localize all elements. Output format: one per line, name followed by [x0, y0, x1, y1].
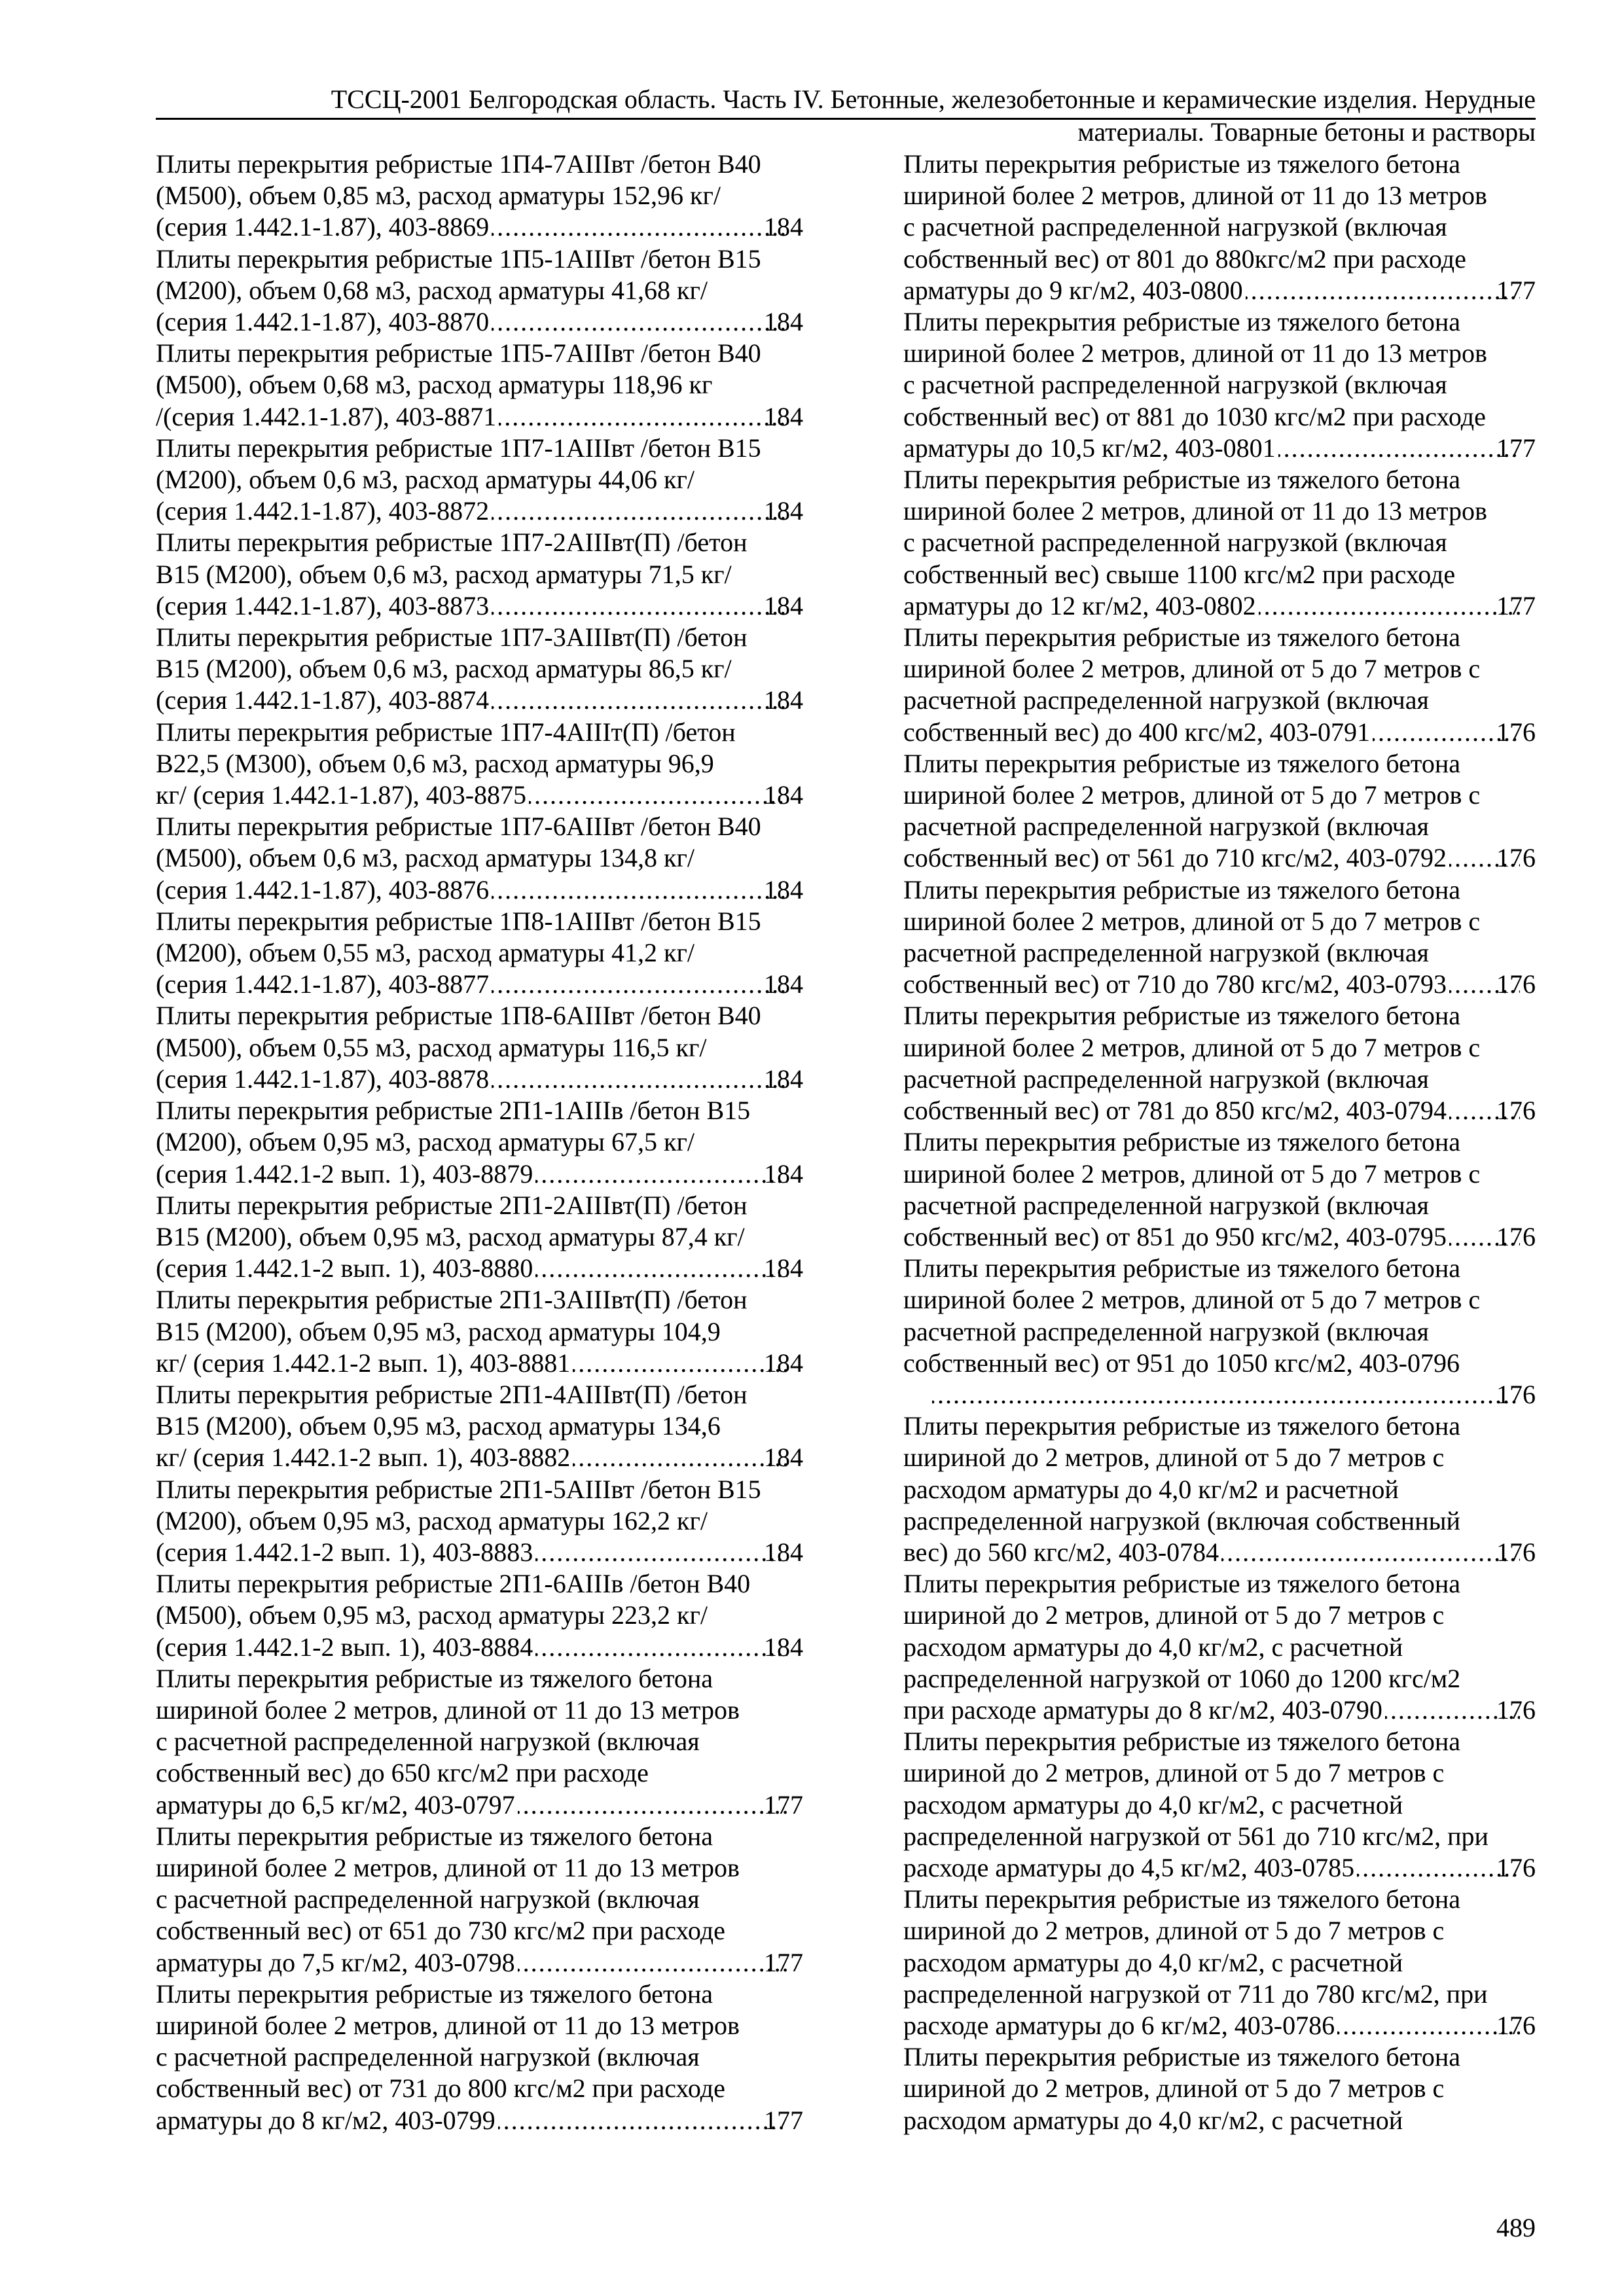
entry-line: шириной более 2 метров, длиной от 11 до 13 метров: [903, 338, 1487, 368]
entry-page-ref: 184: [764, 1064, 803, 1094]
entry-last-line: арматуры до 6,5 кг/м2, 403-0797: [156, 1789, 515, 1820]
entry-leader-line: [903, 1095, 1536, 1126]
entry-line: собственный вес) от 651 до 730 кгс/м2 при расходе: [156, 1916, 725, 1946]
entry-page-ref: 184: [764, 969, 803, 999]
entry-last-line: (серия 1.442.1-2 вып. 1), 403-8879: [156, 1158, 533, 1189]
entry-leader-line: [156, 685, 803, 716]
entry-line: с расчетной распределенной нагрузкой (включая: [156, 1727, 700, 1757]
index-entry: [903, 1726, 1536, 1884]
entry-line: Плиты перекрытия ребристые 2П1-6АIIIв /бетон В40: [156, 1569, 751, 1599]
entry-line: В15 (М200), объем 0,6 м3, расход арматуры 71,5 кг/: [156, 559, 732, 589]
entry-line: расходом арматуры до 4,0 кг/м2, с расчетной: [903, 1632, 1403, 1662]
entry-line: шириной более 2 метров, длиной от 5 до 7 метров с: [903, 654, 1481, 684]
entry-line: Плиты перекрытия ребристые из тяжелого бетона: [903, 874, 1460, 905]
entry-line: шириной более 2 метров, длиной от 11 до 13 метров: [156, 2010, 740, 2040]
entry-line: расходом арматуры до 4,0 кг/м2, с расчетной: [903, 2105, 1403, 2135]
entry-line: шириной до 2 метров, длиной от 5 до 7 метров с: [903, 2073, 1445, 2104]
index-entry: [903, 306, 1536, 464]
index-entry: [903, 1000, 1536, 1126]
entry-line: Плиты перекрытия ребристые из тяжелого бетона: [903, 1001, 1460, 1031]
dot-leader: [535, 1253, 787, 1284]
entry-page-ref: 176: [1496, 2010, 1536, 2040]
entry-page-ref: 184: [764, 496, 803, 526]
entry-line: расчетной распределенной нагрузкой (включая: [903, 1064, 1429, 1094]
entry-line: собственный вес) от 801 до 880кгс/м2 при расходе: [903, 243, 1466, 274]
entry-leader-line: [156, 590, 803, 622]
entry-page-ref: 184: [764, 590, 803, 620]
entry-line: Плиты перекрытия ребристые 2П1-1АIIIв /бетон В15: [156, 1096, 751, 1126]
entry-leader-line: [156, 1947, 803, 1979]
entry-line: шириной более 2 метров, длиной от 5 до 7 метров с: [903, 1158, 1481, 1189]
entry-page-ref: 184: [764, 212, 803, 242]
entry-last-line: (серия 1.442.1-1.87), 403-8873: [156, 590, 490, 620]
dot-leader: [529, 780, 787, 811]
entry-line: расходом арматуры до 4,0 кг/м2, с расчетной: [903, 1789, 1403, 1820]
entry-page-ref: 184: [764, 1537, 803, 1567]
entry-page-ref: 184: [764, 401, 803, 431]
entry-line: Плиты перекрытия ребристые 2П1-2АIIIвт(П) /бетон: [156, 1190, 748, 1220]
entry-last-line: арматуры до 12 кг/м2, 403-0802: [903, 590, 1256, 620]
entry-line: Плиты перекрытия ребристые из тяжелого бетона: [156, 1663, 713, 1693]
entry-leader-line: [156, 1442, 803, 1473]
entry-leader-line: [903, 590, 1536, 622]
index-entry: [903, 1410, 1536, 1568]
entry-last-line: (серия 1.442.1-1.87), 403-8872: [156, 496, 490, 526]
index-entry: [156, 338, 803, 433]
entry-page-ref: 184: [764, 1158, 803, 1189]
index-entry: [903, 874, 1536, 1001]
entry-line: Плиты перекрытия ребристые из тяжелого бетона: [903, 307, 1460, 337]
entry-line: Плиты перекрытия ребристые 2П1-3АIIIвт(П) /бетон: [156, 1285, 748, 1315]
entry-line: расчетной распределенной нагрузкой (включая: [903, 1190, 1429, 1220]
entry-leader-line: [903, 433, 1536, 464]
entry-line: шириной более 2 метров, длиной от 11 до 13 метров: [156, 1695, 740, 1725]
entry-line: Плиты перекрытия ребристые 1П7-4АIIIт(П) /бетон: [156, 717, 736, 747]
entry-last-line: вес) до 560 кгс/м2, 403-0784: [903, 1537, 1219, 1567]
entry-last-line: (серия 1.442.1-2 вып. 1), 403-8880: [156, 1253, 533, 1283]
entry-last-line: собственный вес) от 561 до 710 кгс/м2, 403-0792: [903, 843, 1447, 873]
entry-line: В15 (М200), объем 0,95 м3, расход арматуры 104,9: [156, 1316, 721, 1346]
entry-leader-line: [929, 1379, 1536, 1410]
entry-leader-line: [903, 717, 1536, 748]
entry-line: шириной более 2 метров, длиной от 11 до 13 метров: [156, 1852, 740, 1882]
index-entry: [156, 1190, 803, 1285]
running-header-continued: материалы. Товарные бетоны и растворы: [1077, 117, 1536, 147]
dot-leader: [932, 1379, 1520, 1410]
entry-last-line: кг/ (серия 1.442.1-2 вып. 1), 403-8882: [156, 1443, 571, 1473]
dot-leader: [518, 1947, 787, 1979]
entry-line: Плиты перекрытия ребристые 1П5-7АIIIвт /бетон В40: [156, 338, 761, 368]
entry-last-line: (серия 1.442.1-2 вып. 1), 403-8884: [156, 1632, 533, 1662]
entry-last-line: собственный вес) от 710 до 780 кгс/м2, 403-0793: [903, 969, 1447, 999]
entry-line: шириной до 2 метров, длиной от 5 до 7 метров с: [903, 1758, 1445, 1788]
entry-line: с расчетной распределенной нагрузкой (включая: [156, 2042, 700, 2072]
entry-line: распределенной нагрузкой от 561 до 710 кгс/м2, при: [903, 1821, 1489, 1851]
entry-line: шириной более 2 метров, длиной от 5 до 7 метров с: [903, 1032, 1481, 1062]
index-entry: [903, 149, 1536, 306]
entry-page-ref: 184: [764, 307, 803, 337]
entry-page-ref: 184: [764, 874, 803, 905]
index-entry: [903, 1568, 1536, 1726]
entry-last-line: кг/ (серия 1.442.1-2 вып. 1), 403-8881: [156, 1348, 571, 1378]
index-entry: [156, 243, 803, 338]
entry-leader-line: [156, 495, 803, 527]
entry-page-ref: 176: [1496, 1379, 1536, 1409]
entry-last-line: (серия 1.442.1-1.87), 403-8874: [156, 685, 490, 715]
entry-line: (М200), объем 0,55 м3, расход арматуры 41,2 кг/: [156, 938, 695, 968]
dot-leader: [1357, 1852, 1520, 1884]
index-entry: [903, 1253, 1536, 1410]
entry-page-ref: 184: [764, 1253, 803, 1283]
entry-leader-line: [903, 842, 1536, 874]
entry-last-line: расходе арматуры до 4,5 кг/м2, 403-0785: [903, 1852, 1355, 1882]
entry-line: (М500), объем 0,68 м3, расход арматуры 118,96 кг: [156, 370, 713, 400]
entry-line: Плиты перекрытия ребристые из тяжелого бетона: [903, 1569, 1460, 1599]
dot-leader: [492, 969, 787, 1000]
entry-line: расчетной распределенной нагрузкой (включая: [903, 938, 1429, 968]
index-entry: [156, 1000, 803, 1095]
entry-leader-line: [903, 1221, 1536, 1253]
entry-line: В22,5 (М300), объем 0,6 м3, расход арматуры 96,9: [156, 748, 714, 778]
dot-leader: [499, 401, 787, 433]
index-column-right: [903, 149, 1536, 2136]
index-entry: [903, 464, 1536, 622]
running-header: ТССЦ-2001 Белгородская область. Часть IV. Бетонные, железобетонные и керамические изделия. Нерудные: [331, 84, 1536, 114]
entry-page-ref: 176: [1496, 1537, 1536, 1567]
entry-line: (М500), объем 0,6 м3, расход арматуры 134,8 кг/: [156, 843, 695, 873]
index-entry: [156, 1568, 803, 1663]
entry-page-ref: 184: [764, 1443, 803, 1473]
entry-line: собственный вес) от 951 до 1050 кгс/м2, 403-0796: [903, 1348, 1460, 1378]
entry-line: с расчетной распределенной нагрузкой (включая: [903, 212, 1447, 242]
entry-line: (М200), объем 0,95 м3, расход арматуры 67,5 кг/: [156, 1127, 695, 1157]
entry-line: Плиты перекрытия ребристые из тяжелого бетона: [903, 748, 1460, 778]
entry-page-ref: 184: [764, 685, 803, 715]
entry-page-ref: 184: [764, 1632, 803, 1662]
entry-line: шириной более 2 метров, длиной от 5 до 7 метров с: [903, 906, 1481, 936]
entry-leader-line: [156, 211, 803, 243]
entry-line: собственный вес) от 731 до 800 кгс/м2 при расходе: [156, 2073, 725, 2104]
entry-leader-line: [156, 1537, 803, 1568]
index-entry: [903, 1884, 1536, 2041]
dot-leader: [492, 590, 787, 622]
entry-leader-line: [903, 969, 1536, 1000]
index-entry: [156, 1821, 803, 1979]
entry-line: шириной до 2 метров, длиной от 5 до 7 метров с: [903, 1443, 1445, 1473]
entry-last-line: /(серия 1.442.1-1.87), 403-8871: [156, 401, 497, 431]
entry-line: Плиты перекрытия ребристые 1П7-1АIIIвт /бетон В15: [156, 433, 761, 463]
entry-line: Плиты перекрытия ребристые 1П8-6АIIIвт /бетон В40: [156, 1001, 761, 1031]
entry-line: шириной более 2 метров, длиной от 5 до 7 метров с: [903, 780, 1481, 810]
entry-page-ref: 177: [764, 1947, 803, 1977]
dot-leader: [1278, 433, 1520, 464]
entry-last-line: арматуры до 8 кг/м2, 403-0799: [156, 2105, 496, 2135]
entry-page-ref: 176: [1496, 843, 1536, 873]
entry-last-line: расходе арматуры до 6 кг/м2, 403-0786: [903, 2010, 1335, 2040]
dot-leader: [535, 1537, 787, 1568]
dot-leader: [1246, 275, 1520, 306]
entry-line: с расчетной распределенной нагрузкой (включая: [903, 370, 1447, 400]
dot-leader: [492, 685, 787, 716]
entry-line: (М200), объем 0,6 м3, расход арматуры 44,06 кг/: [156, 465, 695, 495]
entry-last-line: собственный вес) от 851 до 950 кгс/м2, 403-0795: [903, 1221, 1447, 1251]
entry-line: распределенной нагрузкой (включая собственный: [903, 1505, 1460, 1535]
entry-page-ref: 177: [764, 2105, 803, 2135]
entry-line: Плиты перекрытия ребристые 2П1-4АIIIвт(П) /бетон: [156, 1379, 748, 1409]
entry-line: шириной более 2 метров, длиной от 11 до 13 метров: [903, 496, 1487, 526]
index-entry: [156, 811, 803, 906]
entry-line: (М500), объем 0,85 м3, расход арматуры 152,96 кг/: [156, 181, 721, 211]
entry-line: расчетной распределенной нагрузкой (включая: [903, 685, 1429, 715]
entry-last-line: (серия 1.442.1-1.87), 403-8870: [156, 307, 490, 337]
entry-line: распределенной нагрузкой от 711 до 780 кгс/м2, при: [903, 1979, 1488, 2009]
entry-line: Плиты перекрытия ребристые 1П7-3АIIIвт(П) /бетон: [156, 622, 748, 653]
entry-line: Плиты перекрытия ребристые 1П7-2АIIIвт(П) /бетон: [156, 528, 748, 558]
entry-line: распределенной нагрузкой от 1060 до 1200 кгс/м2: [903, 1663, 1461, 1693]
entry-line: В15 (М200), объем 0,95 м3, расход арматуры 134,6: [156, 1411, 721, 1441]
entry-leader-line: [156, 1158, 803, 1190]
index-entry: [156, 1979, 803, 2136]
entry-last-line: собственный вес) до 400 кгс/м2, 403-0791: [903, 717, 1371, 747]
index-entry: [156, 622, 803, 717]
entry-line: Плиты перекрытия ребристые из тяжелого бетона: [903, 149, 1460, 179]
index-entry: [156, 149, 803, 243]
entry-last-line: собственный вес) от 781 до 850 кгс/м2, 403-0794: [903, 1096, 1447, 1126]
index-entry: [156, 1379, 803, 1474]
entry-page-ref: 176: [1496, 969, 1536, 999]
index-entry: [156, 433, 803, 528]
entry-last-line: (серия 1.442.1-1.87), 403-8877: [156, 969, 490, 999]
entry-line: Плиты перекрытия ребристые из тяжелого бетона: [903, 465, 1460, 495]
entry-line: (М500), объем 0,95 м3, расход арматуры 223,2 кг/: [156, 1600, 708, 1630]
index-entry: [156, 1284, 803, 1379]
dot-leader: [518, 1789, 787, 1821]
entry-page-ref: 176: [1496, 1096, 1536, 1126]
entry-page-ref: 177: [1496, 275, 1536, 305]
entry-last-line: (серия 1.442.1-1.87), 403-8869: [156, 212, 490, 242]
entry-line: В15 (М200), объем 0,95 м3, расход арматуры 87,4 кг/: [156, 1221, 745, 1251]
entry-line: с расчетной распределенной нагрузкой (включая: [903, 528, 1447, 558]
entry-page-ref: 176: [1496, 1852, 1536, 1882]
entry-leader-line: [156, 1348, 803, 1379]
index-entry: [156, 527, 803, 622]
page-number: 489: [1496, 2213, 1536, 2242]
entry-leader-line: [903, 1695, 1536, 1726]
entry-page-ref: 176: [1496, 1695, 1536, 1725]
index-entry: [156, 906, 803, 1001]
dot-leader: [492, 306, 787, 338]
entry-line: Плиты перекрытия ребристые 1П5-1АIIIвт /бетон В15: [156, 243, 761, 274]
entry-leader-line: [156, 401, 803, 433]
entry-line: Плиты перекрытия ребристые из тяжелого бетона: [903, 622, 1460, 653]
entry-page-ref: 184: [764, 780, 803, 810]
entry-line: Плиты перекрытия ребристые из тяжелого бетона: [903, 1253, 1460, 1283]
entry-leader-line: [156, 1064, 803, 1095]
entry-line: (М200), объем 0,68 м3, расход арматуры 41,68 кг/: [156, 275, 708, 305]
entry-line: шириной до 2 метров, длиной от 5 до 7 метров с: [903, 1916, 1445, 1946]
entry-page-ref: 176: [1496, 1221, 1536, 1251]
dot-leader: [498, 2105, 787, 2136]
entry-leader-line: [156, 2105, 803, 2136]
entry-last-line: кг/ (серия 1.442.1-1.87), 403-8875: [156, 780, 527, 810]
entry-leader-line: [156, 1789, 803, 1821]
index-entry: [903, 622, 1536, 748]
entry-line: шириной до 2 метров, длиной от 5 до 7 метров с: [903, 1600, 1445, 1630]
entry-line: Плиты перекрытия ребристые 1П4-7АIIIвт /бетон В40: [156, 149, 761, 179]
dot-leader: [492, 211, 787, 243]
entry-last-line: арматуры до 7,5 кг/м2, 403-0798: [156, 1947, 515, 1977]
index-entry: [903, 748, 1536, 874]
entry-leader-line: [156, 306, 803, 338]
dot-leader: [492, 874, 787, 906]
entry-line: В15 (М200), объем 0,6 м3, расход арматуры 86,5 кг/: [156, 654, 732, 684]
entry-leader-line: [156, 780, 803, 811]
entry-line: Плиты перекрытия ребристые из тяжелого бетона: [903, 1884, 1460, 1914]
dot-leader: [1337, 2010, 1520, 2041]
entry-leader-line: [156, 1253, 803, 1284]
entry-leader-line: [903, 1852, 1536, 1884]
entry-leader-line: [903, 2010, 1536, 2041]
dot-leader: [1221, 1537, 1520, 1568]
entry-line: шириной более 2 метров, длиной от 5 до 7 метров с: [903, 1285, 1481, 1315]
dot-leader: [573, 1348, 787, 1379]
entry-last-line: (серия 1.442.1-1.87), 403-8876: [156, 874, 490, 905]
entry-line: расчетной распределенной нагрузкой (включая: [903, 812, 1429, 842]
entry-page-ref: 177: [1496, 433, 1536, 463]
entry-leader-line: [156, 1632, 803, 1663]
entry-last-line: при расходе арматуры до 8 кг/м2, 403-0790: [903, 1695, 1382, 1725]
entry-line: Плиты перекрытия ребристые из тяжелого бетона: [903, 2042, 1460, 2072]
entry-page-ref: 177: [764, 1789, 803, 1820]
dot-leader: [492, 1064, 787, 1095]
index-column-left: [156, 149, 803, 2136]
entry-last-line: (серия 1.442.1-1.87), 403-8878: [156, 1064, 490, 1094]
entry-line: шириной более 2 метров, длиной от 11 до 13 метров: [903, 181, 1487, 211]
entry-line: собственный вес) до 650 кгс/м2 при расходе: [156, 1758, 649, 1788]
entry-line: Плиты перекрытия ребристые из тяжелого бетона: [903, 1127, 1460, 1157]
entry-line: с расчетной распределенной нагрузкой (включая: [156, 1884, 700, 1914]
entry-last-line: арматуры до 9 кг/м2, 403-0800: [903, 275, 1243, 305]
entry-line: расходом арматуры до 4,0 кг/м2, с расчетной: [903, 1947, 1403, 1977]
entry-leader-line: [156, 969, 803, 1000]
entry-leader-line: [156, 874, 803, 906]
entry-line: Плиты перекрытия ребристые 2П1-5АIIIвт /бетон В15: [156, 1474, 761, 1504]
index-entry: [156, 1663, 803, 1821]
entry-line: Плиты перекрытия ребристые из тяжелого бетона: [903, 1727, 1460, 1757]
entry-line: расходом арматуры до 4,0 кг/м2 и расчетной: [903, 1474, 1399, 1504]
entry-page-ref: 184: [764, 1348, 803, 1378]
dot-leader: [535, 1632, 787, 1663]
entry-line: Плиты перекрытия ребристые 1П7-6АIIIвт /бетон В40: [156, 812, 761, 842]
entry-line: Плиты перекрытия ребристые 1П8-1АIIIвт /бетон В15: [156, 906, 761, 936]
entry-line: Плиты перекрытия ребристые из тяжелого бетона: [903, 1411, 1460, 1441]
dot-leader: [535, 1158, 787, 1190]
index-entry: [903, 2041, 1536, 2136]
entry-page-ref: 176: [1496, 717, 1536, 747]
entry-last-line: арматуры до 10,5 кг/м2, 403-0801: [903, 433, 1276, 463]
index-entry: [156, 1095, 803, 1190]
entry-leader-line: [903, 1537, 1536, 1568]
entry-line: расчетной распределенной нагрузкой (включая: [903, 1316, 1429, 1346]
entry-last-line: (серия 1.442.1-2 вып. 1), 403-8883: [156, 1537, 533, 1567]
entry-line: (М200), объем 0,95 м3, расход арматуры 162,2 кг/: [156, 1505, 708, 1535]
index-entry: [903, 1126, 1536, 1253]
entry-line: собственный вес) от 881 до 1030 кгс/м2 при расходе: [903, 401, 1486, 431]
dot-leader: [573, 1442, 787, 1473]
entry-page-ref: 177: [1496, 590, 1536, 620]
entry-leader-line: [903, 275, 1536, 306]
dot-leader: [1259, 590, 1520, 622]
entry-line: Плиты перекрытия ребристые из тяжелого бетона: [156, 1821, 713, 1851]
entry-line: Плиты перекрытия ребристые из тяжелого бетона: [156, 1979, 713, 2009]
index-entry: [156, 717, 803, 812]
entry-line: собственный вес) свыше 1100 кгс/м2 при расходе: [903, 559, 1456, 589]
dot-leader: [492, 495, 787, 527]
entry-line: (М500), объем 0,55 м3, расход арматуры 116,5 кг/: [156, 1032, 707, 1062]
index-entry: [156, 1474, 803, 1569]
